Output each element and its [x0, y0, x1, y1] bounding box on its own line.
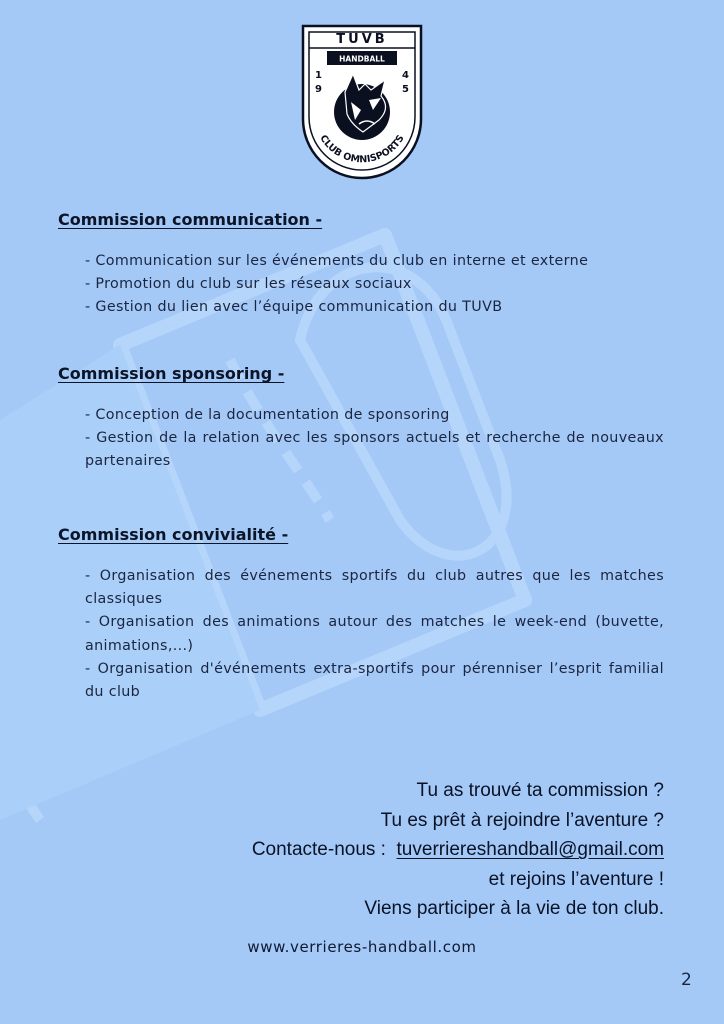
section-communication: [58, 210, 664, 320]
website-link[interactable]: www.verrieres-handball.com: [247, 938, 477, 956]
item-list: [58, 250, 664, 320]
logo-name: TUVB: [336, 32, 388, 47]
section-title: Commission sponsoring -: [58, 364, 285, 383]
cta-line-1: Tu as trouvé ta commission ?: [416, 780, 664, 801]
list-item: - Conception de la documentation de sponsoring: [85, 407, 450, 423]
list-item: - Communication sur les événements du club en interne et externe: [85, 253, 589, 269]
cta-contact-label: Contacte-nous :: [251, 839, 386, 861]
list-item: - Promotion du club sur les réseaux sociaux: [85, 276, 412, 293]
page-number: 2: [681, 970, 692, 990]
logo-arc-text: CLUB OMNISPORTS: [317, 133, 407, 166]
cta-line-5: Viens participer à la vie de ton club.: [364, 898, 664, 920]
club-logo: [301, 24, 423, 182]
email-link[interactable]: tuverriereshandball@gmail.com: [396, 839, 664, 861]
cta-line-2: Tu es prêt à rejoindre l’aventure ?: [380, 809, 664, 831]
item-list: [58, 565, 664, 704]
section-title: Commission communication -: [58, 210, 323, 229]
list-item: - Gestion du lien avec l’équipe communication du TUVB: [85, 299, 503, 316]
cta-contact-row: [252, 835, 664, 865]
logo-year-left-2: 9: [315, 84, 322, 95]
list-item: - Organisation des événements sportifs du club autres que les matches classiques: [85, 568, 664, 608]
item-list: [58, 404, 664, 474]
logo-year-right-1: 4: [402, 70, 409, 81]
list-item: - Gestion de la relation avec les sponsors actuels et recherche de nouveaux partenaires: [85, 430, 664, 470]
section-convivialite: [58, 525, 664, 704]
section-sponsoring: [58, 364, 664, 474]
call-to-action: [252, 776, 664, 924]
logo-year-left-1: 1: [315, 70, 322, 81]
section-title: Commission convivialité -: [58, 525, 289, 544]
cta-line-4: et rejoins l’aventure !: [488, 868, 664, 890]
list-item: - Organisation des animations autour des matches le week-end (buvette, animations,...): [85, 614, 664, 654]
logo-year-right-2: 5: [402, 84, 409, 95]
list-item: - Organisation d'événements extra-sportifs pour pérenniser l’esprit familial du club: [85, 660, 664, 701]
logo-band: HANDBALL: [339, 54, 385, 64]
